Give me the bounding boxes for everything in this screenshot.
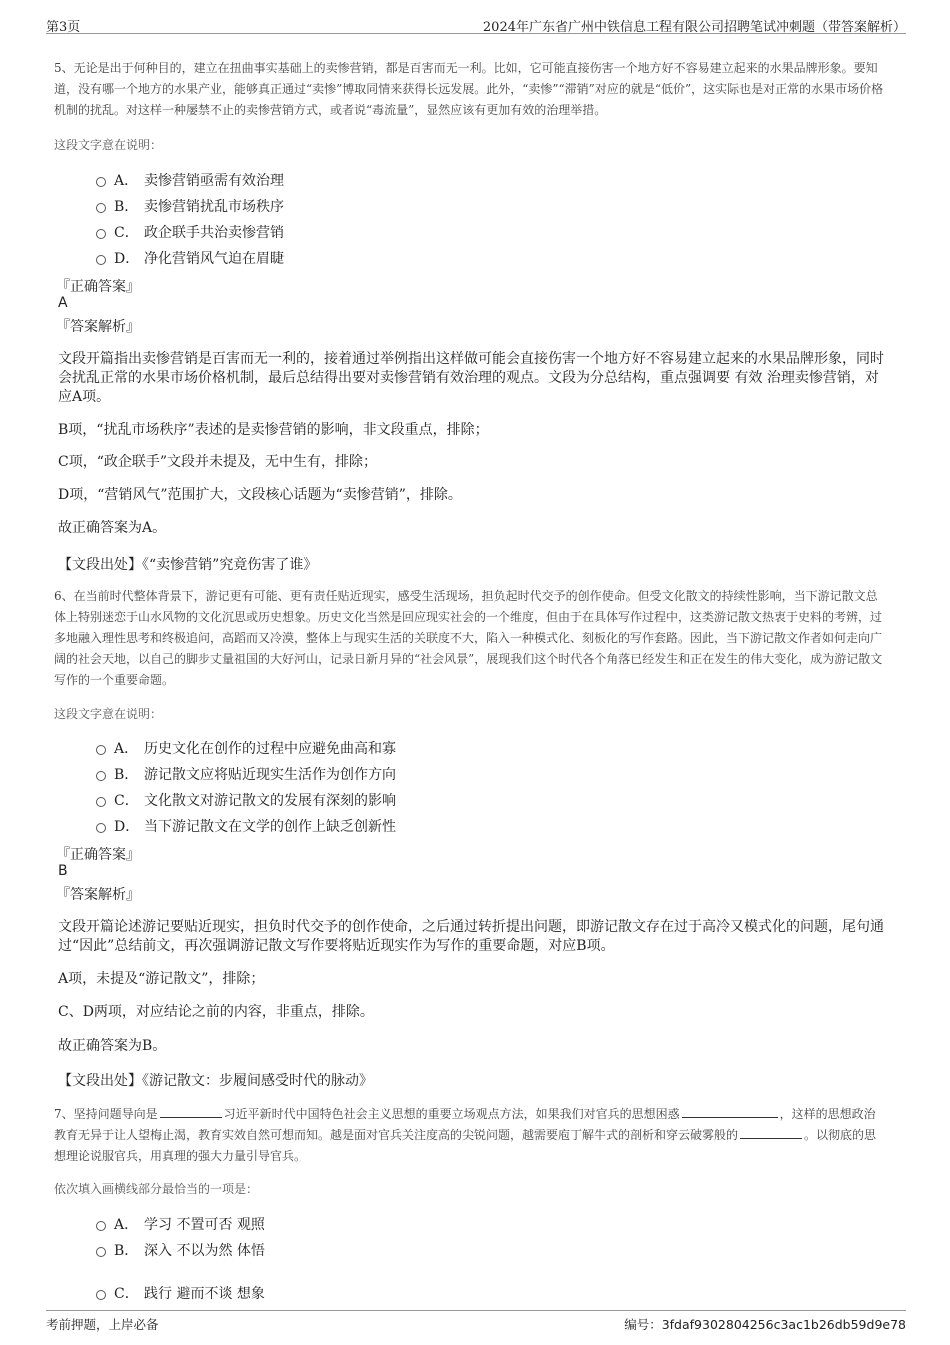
question-5-option-d[interactable] [96, 248, 284, 268]
option-key: A． [114, 741, 139, 757]
analysis-paragraph: C项，“政企联手”文段并未提及，无中生有，排除； [58, 454, 378, 470]
option-key: C． [114, 1286, 139, 1302]
option-text: 历史文化在创作的过程中应避免曲高和寡 [144, 741, 396, 757]
radio-icon[interactable] [96, 229, 106, 239]
question-6-option-a[interactable] [96, 738, 396, 758]
question-6-prompt: 这段文字意在说明： [54, 707, 163, 721]
footer-slogan: 考前押题，上岸必备 [46, 1317, 159, 1332]
code-value: 3fdaf9302804256c3ac1b26db59d9e78 [661, 1317, 906, 1332]
correct-answer-label: 『正确答案』 [56, 279, 140, 295]
radio-icon[interactable] [96, 177, 106, 187]
option-text: 践行 避而不谈 想象 [144, 1286, 265, 1302]
source-title: 《“卖惨营销”究竟伤害了谁》 [142, 557, 318, 573]
stem-text: 习近平新时代中国特色社会主义思想的重要立场观点方法，如果我们对官兵的思想困惑 [223, 1107, 680, 1121]
blank-3 [740, 1127, 802, 1139]
code-label: 编号： [624, 1317, 662, 1332]
blank-1 [160, 1106, 222, 1118]
correct-answer: B [58, 863, 68, 879]
question-7-option-a[interactable] [96, 1214, 265, 1234]
option-text: 卖惨营销扰乱市场秩序 [144, 199, 284, 215]
radio-icon[interactable] [96, 1221, 106, 1231]
option-text: 卖惨营销亟需有效治理 [144, 173, 284, 189]
radio-icon[interactable] [96, 1247, 106, 1257]
option-text: 文化散文对游记散文的发展有深刻的影响 [144, 793, 396, 809]
option-text: 政企联手共治卖惨营销 [144, 225, 284, 241]
question-6-option-d[interactable] [96, 816, 396, 836]
option-key: B． [114, 1243, 139, 1259]
question-6-option-b[interactable] [96, 764, 396, 784]
radio-icon[interactable] [96, 255, 106, 265]
question-7-option-b[interactable] [96, 1240, 265, 1260]
question-5-stem: 5、无论是出于何种目的，建立在扭曲事实基础上的卖惨营销，都是百害而无一利。比如，它可能直接伤害一个地方好不容易建立起来的水果品牌形象。要知道，没有哪一个地方的水果产业，能够真正通过“卖惨”博取同情来获得长远发展。此外，“卖惨”“滞销”对应的就是“低价”，这实际也是对正常的水果市场价格机制的扰乱。对这样一种屡禁不止的卖惨营销方式，或者说“毒流量”，显然应该有更加有效的治理举措。 [54, 61, 884, 117]
option-key: A． [114, 173, 139, 189]
blank-2 [682, 1106, 778, 1118]
analysis-paragraph: 文段开篇指出卖惨营销是百害而无一利的，接着通过举例指出这样做可能会直接伤害一个地方好不容易建立起来的水果品牌形象，同时会扰乱正常的水果市场价格机制，最后总结得出要对卖惨营销有效治理的观点。文段为分总结构，重点强调要 有效 治理卖惨营销，对应A项。 [58, 351, 884, 405]
option-text: 当下游记散文在文学的创作上缺乏创新性 [144, 819, 396, 835]
text-source [58, 1070, 373, 1090]
option-key: D． [114, 819, 140, 835]
option-text: 净化营销风气迫在眉睫 [144, 251, 284, 267]
question-5-prompt: 这段文字意在说明： [54, 138, 163, 152]
radio-icon[interactable] [96, 771, 106, 781]
option-text: 学习 不置可否 观照 [144, 1217, 265, 1233]
option-key: D． [114, 251, 140, 267]
radio-icon[interactable] [96, 203, 106, 213]
stem-text: 。以彻底的思想理论说服官兵，用真理的强大力量引导官兵。 [54, 1128, 877, 1163]
option-key: A． [114, 1217, 139, 1233]
document-code [624, 1315, 906, 1333]
option-key: C． [114, 225, 139, 241]
analysis-conclusion: 故正确答案为B。 [58, 1038, 167, 1054]
page-header [46, 14, 906, 34]
page-number: 第3页 [46, 20, 81, 35]
analysis-paragraph: B项，“扰乱市场秩序”表述的是卖惨营销的影响，非文段重点，排除； [58, 422, 489, 438]
option-key: B． [114, 199, 139, 215]
radio-icon[interactable] [96, 1290, 106, 1300]
question-7-option-c[interactable] [96, 1283, 265, 1303]
question-5-option-c[interactable] [96, 222, 284, 242]
question-7-prompt: 依次填入画横线部分最恰当的一项是： [54, 1182, 259, 1196]
option-key: B． [114, 767, 139, 783]
option-key: C． [114, 793, 139, 809]
text-source [58, 554, 317, 574]
radio-icon[interactable] [96, 797, 106, 807]
radio-icon[interactable] [96, 823, 106, 833]
question-5-option-b[interactable] [96, 196, 284, 216]
question-7-stem [54, 1104, 886, 1167]
source-title: 《游记散文：步履间感受时代的脉动》 [142, 1073, 373, 1089]
analysis-label: 『答案解析』 [56, 319, 140, 335]
analysis-paragraph: D项，“营销风气”范围扩大，文段核心话题为“卖惨营销”，排除。 [58, 487, 462, 503]
question-5-option-a[interactable] [96, 170, 284, 190]
correct-answer: A [58, 295, 68, 311]
page-footer [46, 1310, 906, 1332]
source-label: 【文段出处】 [58, 1073, 142, 1089]
stem-text: ，这样的思想政治教育无异于让人望梅止渴，教育实效自然可想而知。越是面对官兵关注度高的尖锐问题，越需要庖丁解牛式的剖析和穿云破雾般的 [54, 1107, 876, 1142]
document-title: 2024年广东省广州中铁信息工程有限公司招聘笔试冲刺题（带答案解析） [482, 20, 906, 35]
analysis-conclusion: 故正确答案为A。 [58, 520, 167, 536]
option-text: 游记散文应将贴近现实生活作为创作方向 [144, 767, 396, 783]
analysis-label: 『答案解析』 [56, 887, 140, 903]
analysis-paragraph: 文段开篇论述游记要贴近现实，担负时代交予的创作使命，之后通过转折提出问题，即游记散文存在过于高冷又模式化的问题，尾句通过“因此”总结前文，再次强调游记散文写作要将贴近现实作为写作的重要命题，对应B项。 [58, 919, 884, 954]
radio-icon[interactable] [96, 745, 106, 755]
stem-text: 7、坚持问题导向是 [54, 1107, 158, 1121]
analysis-paragraph: A项，未提及“游记散文”，排除； [58, 971, 265, 987]
option-text: 深入 不以为然 体悟 [144, 1243, 265, 1259]
question-6-option-c[interactable] [96, 790, 396, 810]
analysis-paragraph: C、D两项，对应结论之前的内容，非重点，排除。 [58, 1004, 374, 1020]
source-label: 【文段出处】 [58, 557, 142, 573]
question-6-stem: 6、在当前时代整体背景下，游记更有可能、更有责任贴近现实，感受生活现场，担负起时代交予的创作使命。但受文化散文的持续性影响，当下游记散文总体上特别迷恋于山水风物的文化沉思或历史想象。历史文化当然是回应现实社会的一个维度，但由于在具体写作过程中，这类游记散文热衷于史料的考辨，过多地融入理性思考和终极追问，高蹈而又冷漠，整体上与现实生活的关联度不大，陷入一种模式化、刻板化的写作套路。因此，当下游记散文作者如何走向广阔的社会天地，以自己的脚步丈量祖国的大好河山，记录日新月异的“社会风景”，展现我们这个时代各个角落已经发生和正在发生的伟大变化，成为游记散文写作的一个重要命题。 [54, 589, 883, 687]
correct-answer-label: 『正确答案』 [56, 847, 140, 863]
